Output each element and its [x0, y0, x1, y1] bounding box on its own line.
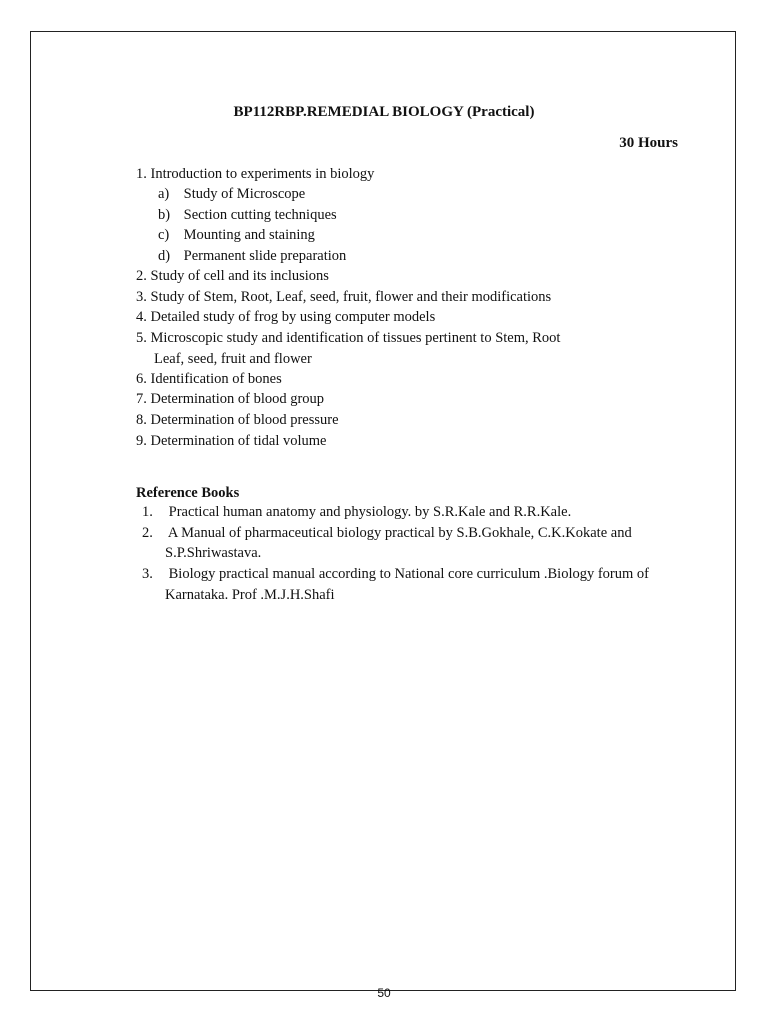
sub-list-item — [158, 246, 346, 266]
list-item: 9. Determination of tidal volume — [136, 433, 327, 449]
list-item-continuation: Leaf, seed, fruit and flower — [154, 351, 312, 367]
list-item: 2. Study of cell and its inclusions — [136, 268, 329, 284]
reference-continuation: S.P.Shriwastava. — [165, 545, 262, 561]
hours-label: 30 Hours — [619, 135, 678, 151]
list-item: 7. Determination of blood group — [136, 391, 325, 407]
sub-item-text: Mounting and staining — [183, 227, 315, 243]
list-item: 8. Determination of blood pressure — [136, 412, 339, 428]
list-item: 3. Study of Stem, Root, Leaf, seed, fruit, flower and their modifications — [136, 289, 552, 305]
reference-item — [142, 502, 571, 522]
sub-item-text: Permanent slide preparation — [183, 248, 347, 264]
sub-list-item — [158, 205, 337, 225]
reference-item — [142, 523, 632, 543]
sub-item-label: a) — [158, 186, 170, 202]
list-item: 1. Introduction to experiments in biology — [136, 166, 375, 182]
reference-continuation: Karnataka. Prof .M.J.H.Shafi — [165, 587, 335, 603]
reference-number: 2. — [142, 525, 153, 541]
page-number: 50 — [377, 986, 391, 1000]
sub-item-label: c) — [158, 227, 170, 243]
list-item: 6. Identification of bones — [136, 371, 282, 387]
reference-text: A Manual of pharmaceutical biology practical by S.B.Gokhale, C.K.Kokate and — [167, 525, 632, 541]
page-title: BP112RBP.REMEDIAL BIOLOGY (Practical) — [233, 104, 535, 120]
reference-text: Practical human anatomy and physiology. by S.R.Kale and R.R.Kale. — [168, 504, 572, 520]
reference-text: Biology practical manual according to National core curriculum .Biology forum of — [168, 566, 649, 582]
reference-number: 3. — [142, 566, 153, 582]
sub-item-text: Study of Microscope — [183, 186, 306, 202]
sub-item-label: d) — [158, 248, 171, 264]
sub-item-text: Section cutting techniques — [183, 207, 337, 223]
reference-books-heading: Reference Books — [136, 485, 240, 501]
sub-list-item — [158, 225, 315, 245]
reference-item — [142, 564, 649, 584]
sub-item-label: b) — [158, 207, 171, 223]
reference-number: 1. — [142, 504, 153, 520]
list-item: 5. Microscopic study and identification of tissues pertinent to Stem, Root — [136, 330, 561, 346]
list-item: 4. Detailed study of frog by using computer models — [136, 309, 436, 325]
sub-list-item — [158, 184, 305, 204]
